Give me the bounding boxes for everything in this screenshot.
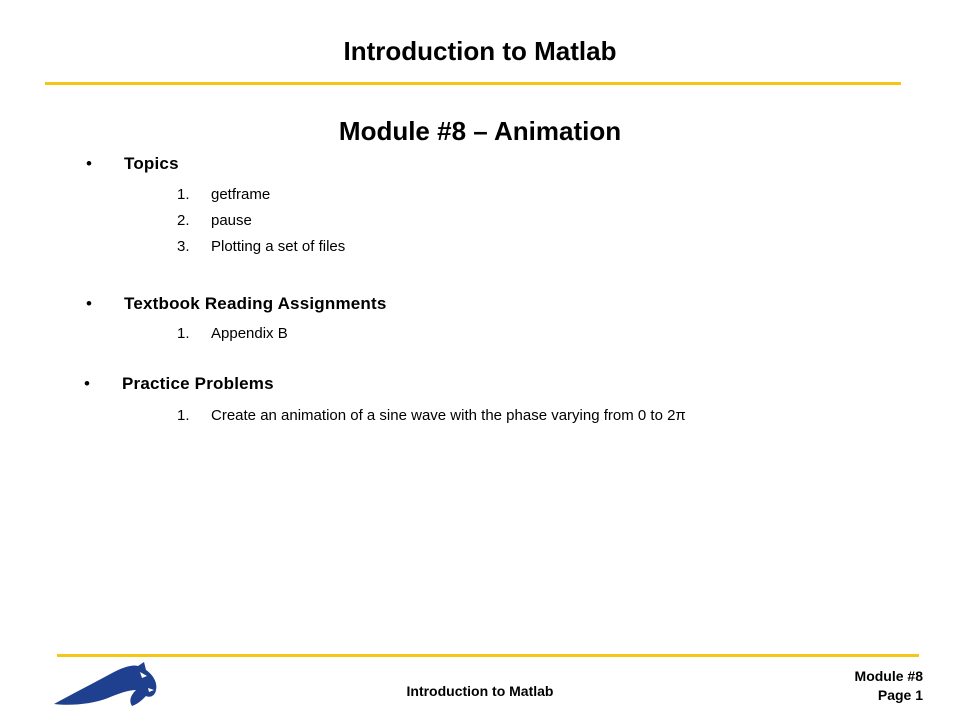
item-number: 1. [177,186,190,203]
bullet-practice [84,374,274,394]
item-number: 1. [177,407,190,424]
item-number: 1. [177,325,190,342]
bullet-reading [86,294,387,314]
bullet-label: Textbook Reading Assignments [124,294,387,313]
list-item [177,325,288,342]
footer-page-number: Page 1 [877,687,923,703]
item-number: 2. [177,212,190,229]
footer-page-info [855,667,923,705]
bullet-label: Practice Problems [122,374,274,393]
item-text: getframe [211,186,271,203]
footer-divider [57,654,919,657]
footer-module: Module #8 [854,668,923,684]
item-text: Appendix B [211,325,288,342]
module-heading: Module #8 – Animation [338,116,622,146]
bullet-dot: • [84,374,91,393]
list-item [177,407,686,424]
bullet-dot: • [86,154,93,173]
list-item [177,212,252,229]
item-text: Create an animation of a sine wave with the phase varying from 0 to 2π [211,407,686,424]
list-item [177,238,345,255]
slide-title: Introduction to Matlab [343,36,617,66]
bullet-label: Topics [124,154,179,173]
item-text: pause [211,212,252,229]
list-item [177,186,270,203]
bullet-dot: • [86,294,93,313]
bullet-topics [86,154,179,174]
item-text: Plotting a set of files [211,238,346,255]
header-divider [45,82,901,85]
footer-title: Introduction to Matlab [406,683,554,699]
item-number: 3. [177,238,190,255]
